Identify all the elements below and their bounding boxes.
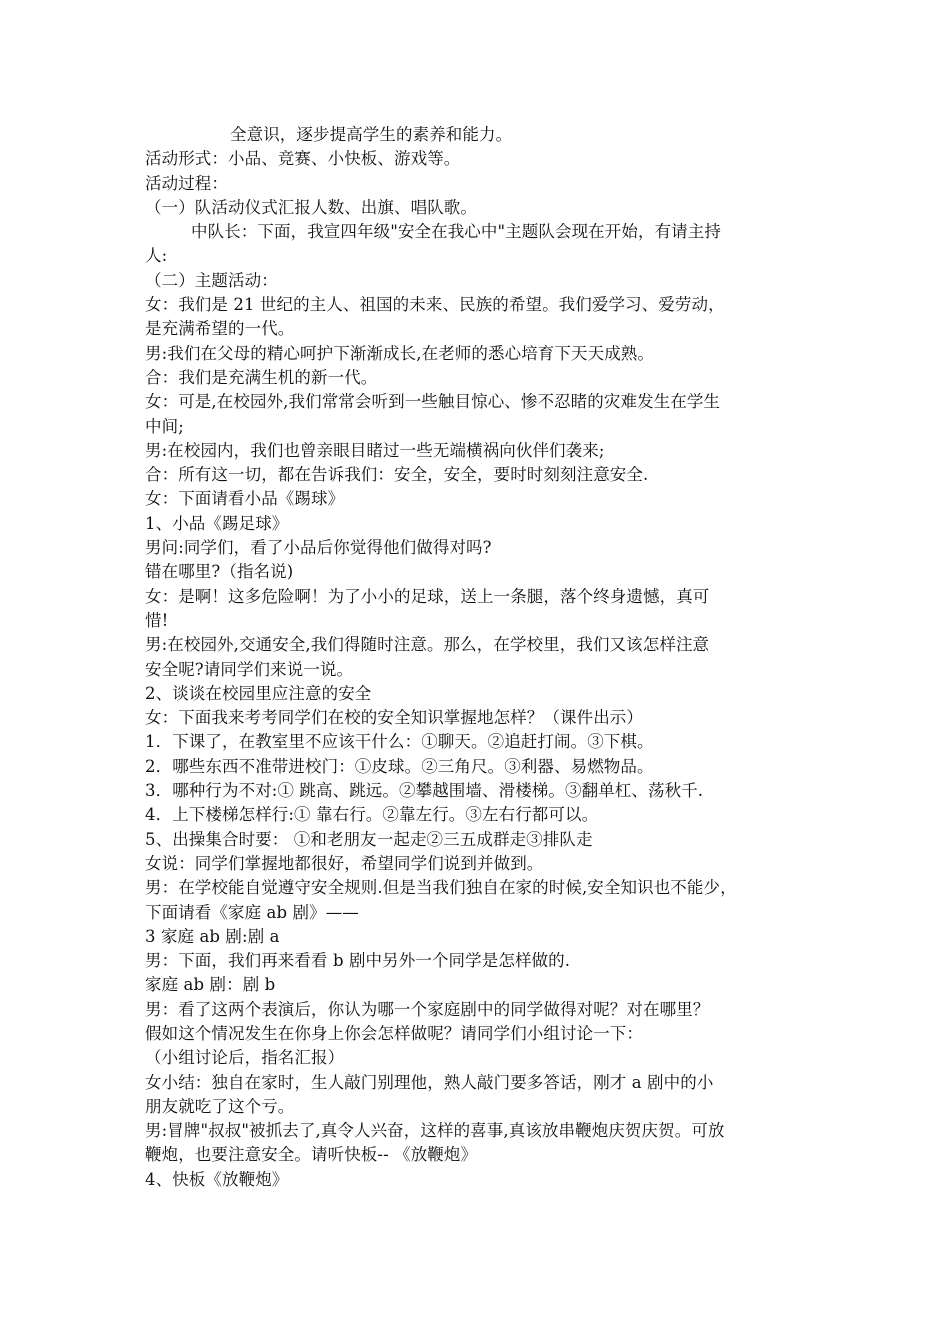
quiz-item: 3．哪种行为不对:① 跳高、跳远。②攀越围墙、滑楼梯。③翻单杠、荡秋千. — [145, 781, 704, 801]
section-heading: 3 家庭 ab 剧:剧 a — [145, 926, 280, 946]
section-heading: 家庭 ab 剧：剧 b — [145, 975, 276, 995]
section-heading: （二）主题活动： — [145, 270, 278, 290]
text-line: 男:在校园内，我们也曾亲眼目睹过一些无端横祸向伙伴们袭来; — [145, 440, 605, 460]
text-line: 朋友就吃了这个亏。 — [145, 1096, 295, 1116]
section-heading: 2、谈谈在校园里应注意的安全 — [145, 683, 372, 703]
text-line: 是充满希望的一代。 — [145, 319, 295, 339]
text-line: （小组讨论后，指名汇报） — [145, 1048, 345, 1068]
text-line: 女：可是,在校园外,我们常常会听到一些触目惊心、惨不忍睹的灾难发生在学生 — [145, 392, 721, 412]
text-line: 男：看了这两个表演后，你认为哪一个家庭剧中的同学做得对呢？对在哪里？ — [145, 999, 710, 1019]
text-line: 女：下面请看小品《踢球》 — [145, 489, 345, 509]
section-heading: 1、小品《踢足球》 — [145, 513, 289, 533]
text-line: 男：在学校能自觉遵守安全规则.但是当我们独自在家的时候,安全知识也不能少， — [145, 878, 737, 898]
text-line: 女：我们是 21 世纪的主人、祖国的未来、民族的希望。我们爱学习、爱劳动， — [145, 295, 725, 315]
text-line: 全意识，逐步提高学生的素养和能力。 — [230, 125, 513, 144]
text-line: 男:在校园外,交通安全,我们得随时注意。那么，在学校里，我们又该怎样注意 — [145, 635, 710, 655]
text-line: 人: — [145, 246, 168, 266]
text-line: 合：所有这一切，都在告诉我们：安全，安全，要时时刻刻注意安全. — [145, 465, 649, 485]
text-line: 女：是啊！这多危险啊！为了小小的足球，送上一条腿，落个终身遗憾，真可 — [145, 586, 710, 606]
quiz-item: 5、出操集合时要： ①和老朋友一起走②三五成群走③排队走 — [145, 829, 593, 849]
text-line: 中队长：下面，我宣四年级"安全在我心中"主题队会现在开始，有请主持 — [191, 222, 721, 242]
text-line: 合：我们是充满生机的新一代。 — [145, 367, 378, 387]
text-line: 男问:同学们，看了小品后你觉得他们做得对吗? — [145, 538, 492, 558]
text-line: 女说：同学们掌握地都很好，希望同学们说到并做到。 — [145, 853, 544, 873]
section-heading: 4、快板《放鞭炮》 — [145, 1169, 289, 1189]
text-line: 活动形式：小品、竞赛、小快板、游戏等。 — [145, 149, 461, 169]
text-line: 下面请看《家庭 ab 剧》—— — [145, 902, 359, 922]
text-line: 男：下面，我们再来看看 b 剧中另外一个同学是怎样做的. — [145, 951, 571, 971]
section-heading: （一）队活动仪式汇报人数、出旗、唱队歌。 — [145, 197, 477, 217]
text-line: 男:我们在父母的精心呵护下渐渐成长,在老师的悉心培育下天天成熟。 — [145, 343, 655, 363]
text-line: 男:冒牌"叔叔"被抓去了,真令人兴奋，这样的喜事,真该放串鞭炮庆贺庆贺。可放 — [145, 1121, 725, 1141]
text-line: 女：下面我来考考同学们在校的安全知识掌握地怎样？（课件出示） — [145, 708, 643, 728]
text-line: 错在哪里?（指名说) — [145, 562, 294, 582]
quiz-item: 1．下课了，在教室里不应该干什么：①聊天。②追赶打闹。③下棋。 — [145, 732, 654, 752]
text-line: 中间; — [145, 416, 184, 436]
document-body — [145, 123, 825, 1192]
text-line: 女小结：独自在家时，生人敲门别理他，熟人敲门要多答话，刚才 a 剧中的小 — [145, 1072, 714, 1092]
quiz-item: 4．上下楼梯怎样行:① 靠右行。②靠左行。③左右行都可以。 — [145, 805, 599, 825]
text-line: 鞭炮，也要注意安全。请听快板-- 《放鞭炮》 — [145, 1145, 478, 1165]
quiz-item: 2．哪些东西不准带进校门：①皮球。②三角尺。③利器、易燃物品。 — [145, 756, 654, 776]
text-line: 安全呢?请同学们来说一说。 — [145, 659, 354, 679]
text-line: 假如这个情况发生在你身上你会怎样做呢？请同学们小组讨论一下： — [145, 1023, 643, 1043]
text-line: 惜! — [145, 610, 169, 630]
text-line: 活动过程： — [145, 173, 228, 193]
